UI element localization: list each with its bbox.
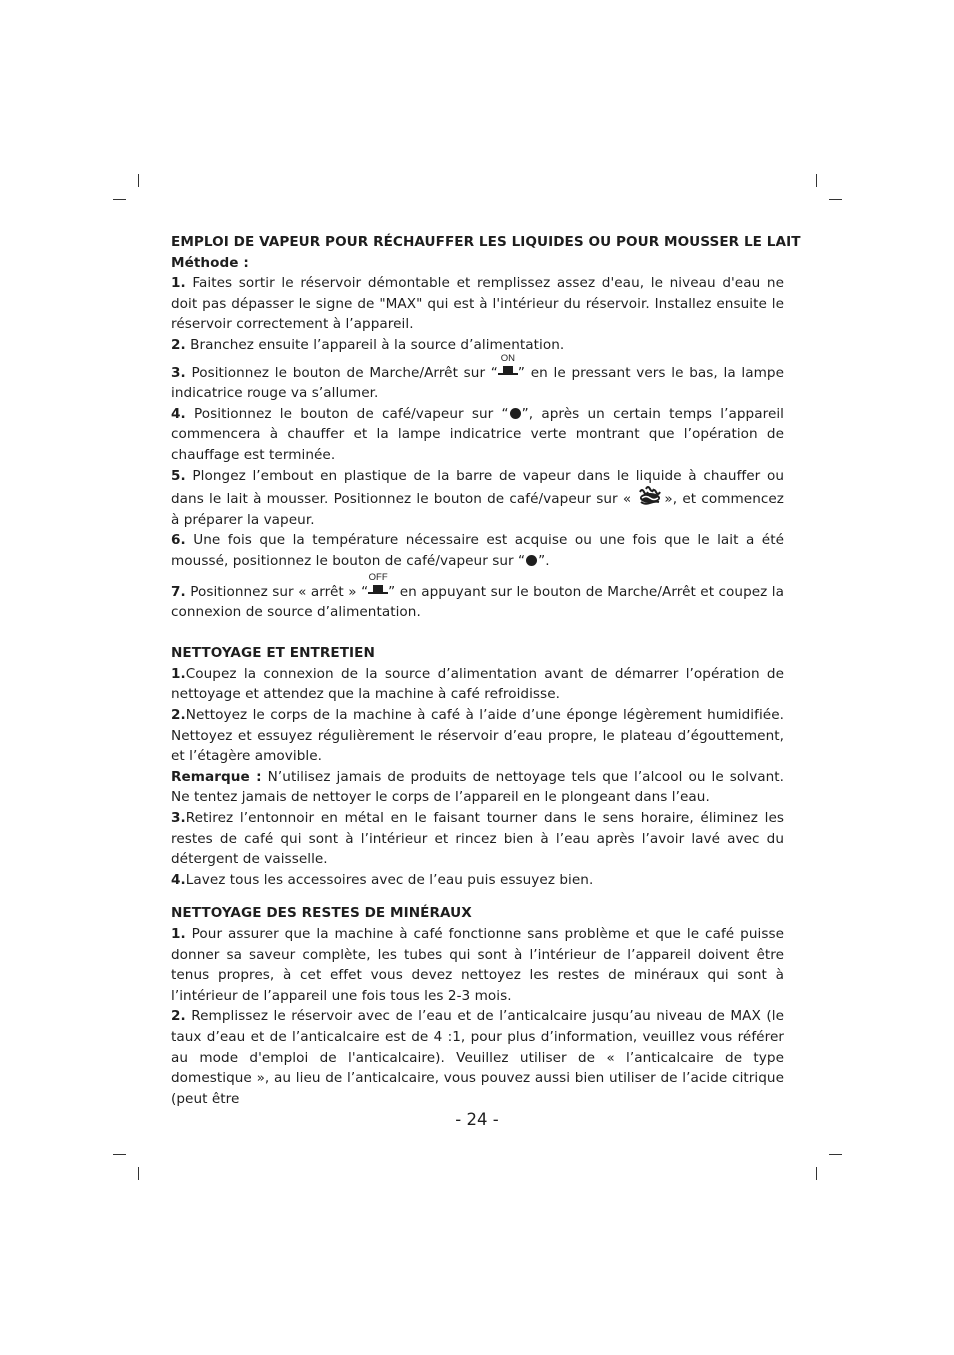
cleaning-item-3 [171,808,784,870]
cleaning-heading: NETTOYAGE ET ENTRETIEN [171,645,375,662]
step-number: 3. [171,364,186,381]
crop-mark-bottom-left-v [138,1167,139,1180]
crop-mark-bottom-left-h [113,1154,126,1155]
item-number: 3. [171,810,186,827]
step-7 [171,571,785,623]
step-3 [171,352,784,404]
off-switch-icon [368,571,388,596]
cleaning-item-2 [171,705,784,767]
step-6 [171,530,784,571]
step-text: Branchez ensuite l’appareil à la source d’alimentation. [190,336,565,353]
coffee-dot-icon [510,408,521,419]
crop-mark-top-right-v [816,174,817,187]
step-text: ” en appuyant sur le bouton de Marche/Arrêt et coupez la connexion de source d’alimentation. [171,583,785,621]
step-number: 5. [171,467,186,484]
step-number: 7. [171,583,186,600]
on-switch-icon [498,352,518,377]
crop-mark-bottom-right-h [829,1154,842,1155]
step-number: 1. [171,275,186,292]
step-text: Une fois que la température nécessaire est acquise ou une fois que le lait a été moussé, positionnez le bouton de café/vapeur sur “ [171,532,784,569]
step-2 [171,335,784,356]
item-number: 2. [171,707,186,724]
methode-label: Méthode : [171,254,249,271]
steam-icon [636,486,664,506]
step-number: 2. [171,336,186,353]
minerals-item-1 [171,924,784,1006]
crop-mark-top-left-v [138,174,139,187]
step-text: Positionnez le bouton de Marche/Arrêt sur “ [191,364,498,381]
item-text: Lavez tous les accessoires avec de l’eau puis essuyez bien. [185,871,594,888]
page-number: - 24 - [455,1110,499,1129]
page-content [171,232,801,1109]
step-text: Faites sortir le réservoir démontable et remplissez assez d'eau, le niveau d'eau ne doit pas dépasser le signe de "MAX" qui est à l'intérieur du réservoir. Installez ensuite le réservoir correctement à l’appareil. [171,275,784,333]
crop-mark-bottom-right-v [816,1167,817,1180]
step-1 [171,273,784,335]
step-text: ” en le pressant vers le bas, la lampe indicatrice rouge va s’allumer. [171,364,784,402]
crop-mark-top-right-h [829,199,842,200]
remark-text: N’utilisez jamais de produits de nettoyage tels que l’alcool ou le solvant. Ne tentez jamais de nettoyer le corps de l’appareil en le plongeant dans l’eau. [171,768,784,806]
step-text: », et commencez à préparer la vapeur. [171,491,784,528]
step-text: Plongez l’embout en plastique de la barre de vapeur dans le liquide à chauffer ou dans le lait à mousser. Positionnez le bouton de café/vapeur sur « [171,467,784,508]
cleaning-remark [171,767,784,808]
cleaning-item-4 [171,870,784,891]
item-text: Nettoyez le corps de la machine à café à l’aide d’une éponge légèrement humidifiée. Nettoyez et essuyez régulièrement le réservoir d’eau propre, le plateau d’égouttement, et l’étagère amovible. [171,707,784,765]
minerals-heading: NETTOYAGE DES RESTES DE MINÉRAUX [171,905,472,922]
coffee-dot-icon [526,555,537,566]
step-text: Positionnez sur « arrêt » “ [190,583,369,600]
step-text: ”, après un certain temps l’appareil commencera à chauffer et la lampe indicatrice verte montrant que l’opération de chauffage est terminée. [171,405,785,463]
item-number: 1. [171,665,186,682]
item-text: Coupez la connexion de la source d’alimentation avant de démarrer l’opération de nettoyage et attendez que la machine à café refroidisse. [171,665,784,703]
step-text: Positionnez le bouton de café/vapeur sur “ [193,405,509,422]
crop-mark-top-left-h [113,199,126,200]
step-number: 4. [171,405,186,422]
step-5 [171,466,784,531]
step-text: ”. [538,552,550,569]
item-number: 1. [171,926,186,942]
page-title: EMPLOI DE VAPEUR POUR RÉCHAUFFER LES LIQUIDES OU POUR MOUSSER LE LAIT [171,234,801,250]
remark-label: Remarque : [171,768,262,785]
item-text: Remplissez le réservoir avec de l’eau et de l’anticalcaire jusqu’au niveau de MAX (le taux d’eau et de l’anticalcaire est de 4 :1, pour plus d’information, veuillez vous référer au mode d'emploi de l'anticalcaire). Veuillez utiliser de « l’anticalcaire de type domestique », au lieu de l’anticalcaire, vous pouvez aussi bien utiliser de l’acide citrique (peut être [171,1008,784,1107]
on-label: ON [500,352,516,364]
off-label: OFF [368,571,388,583]
minerals-item-2 [171,1006,784,1109]
item-text: Pour assurer que la machine à café fonctionne sans problème et que le café puisse donner sa saveur complète, les tubes qui sont à l’intérieur de l’appareil doivent être tenus propres, à cet effet vous devez nettoyez les restes de minéraux qui sont à l’intérieur de l’appareil une fois tous les 2-3 mois. [171,926,784,1004]
item-text: Retirez l’entonnoir en métal en le faisant tourner dans le sens horaire, éliminez les restes de café qui sont à l’intérieur et rincez bien à l’eau après l’avoir lavé avec du détergent de vaisselle. [171,810,784,868]
step-number: 6. [171,532,186,549]
item-number: 4. [171,871,186,888]
item-number: 2. [171,1008,186,1025]
step-4 [171,404,784,466]
cleaning-item-1 [171,664,784,705]
